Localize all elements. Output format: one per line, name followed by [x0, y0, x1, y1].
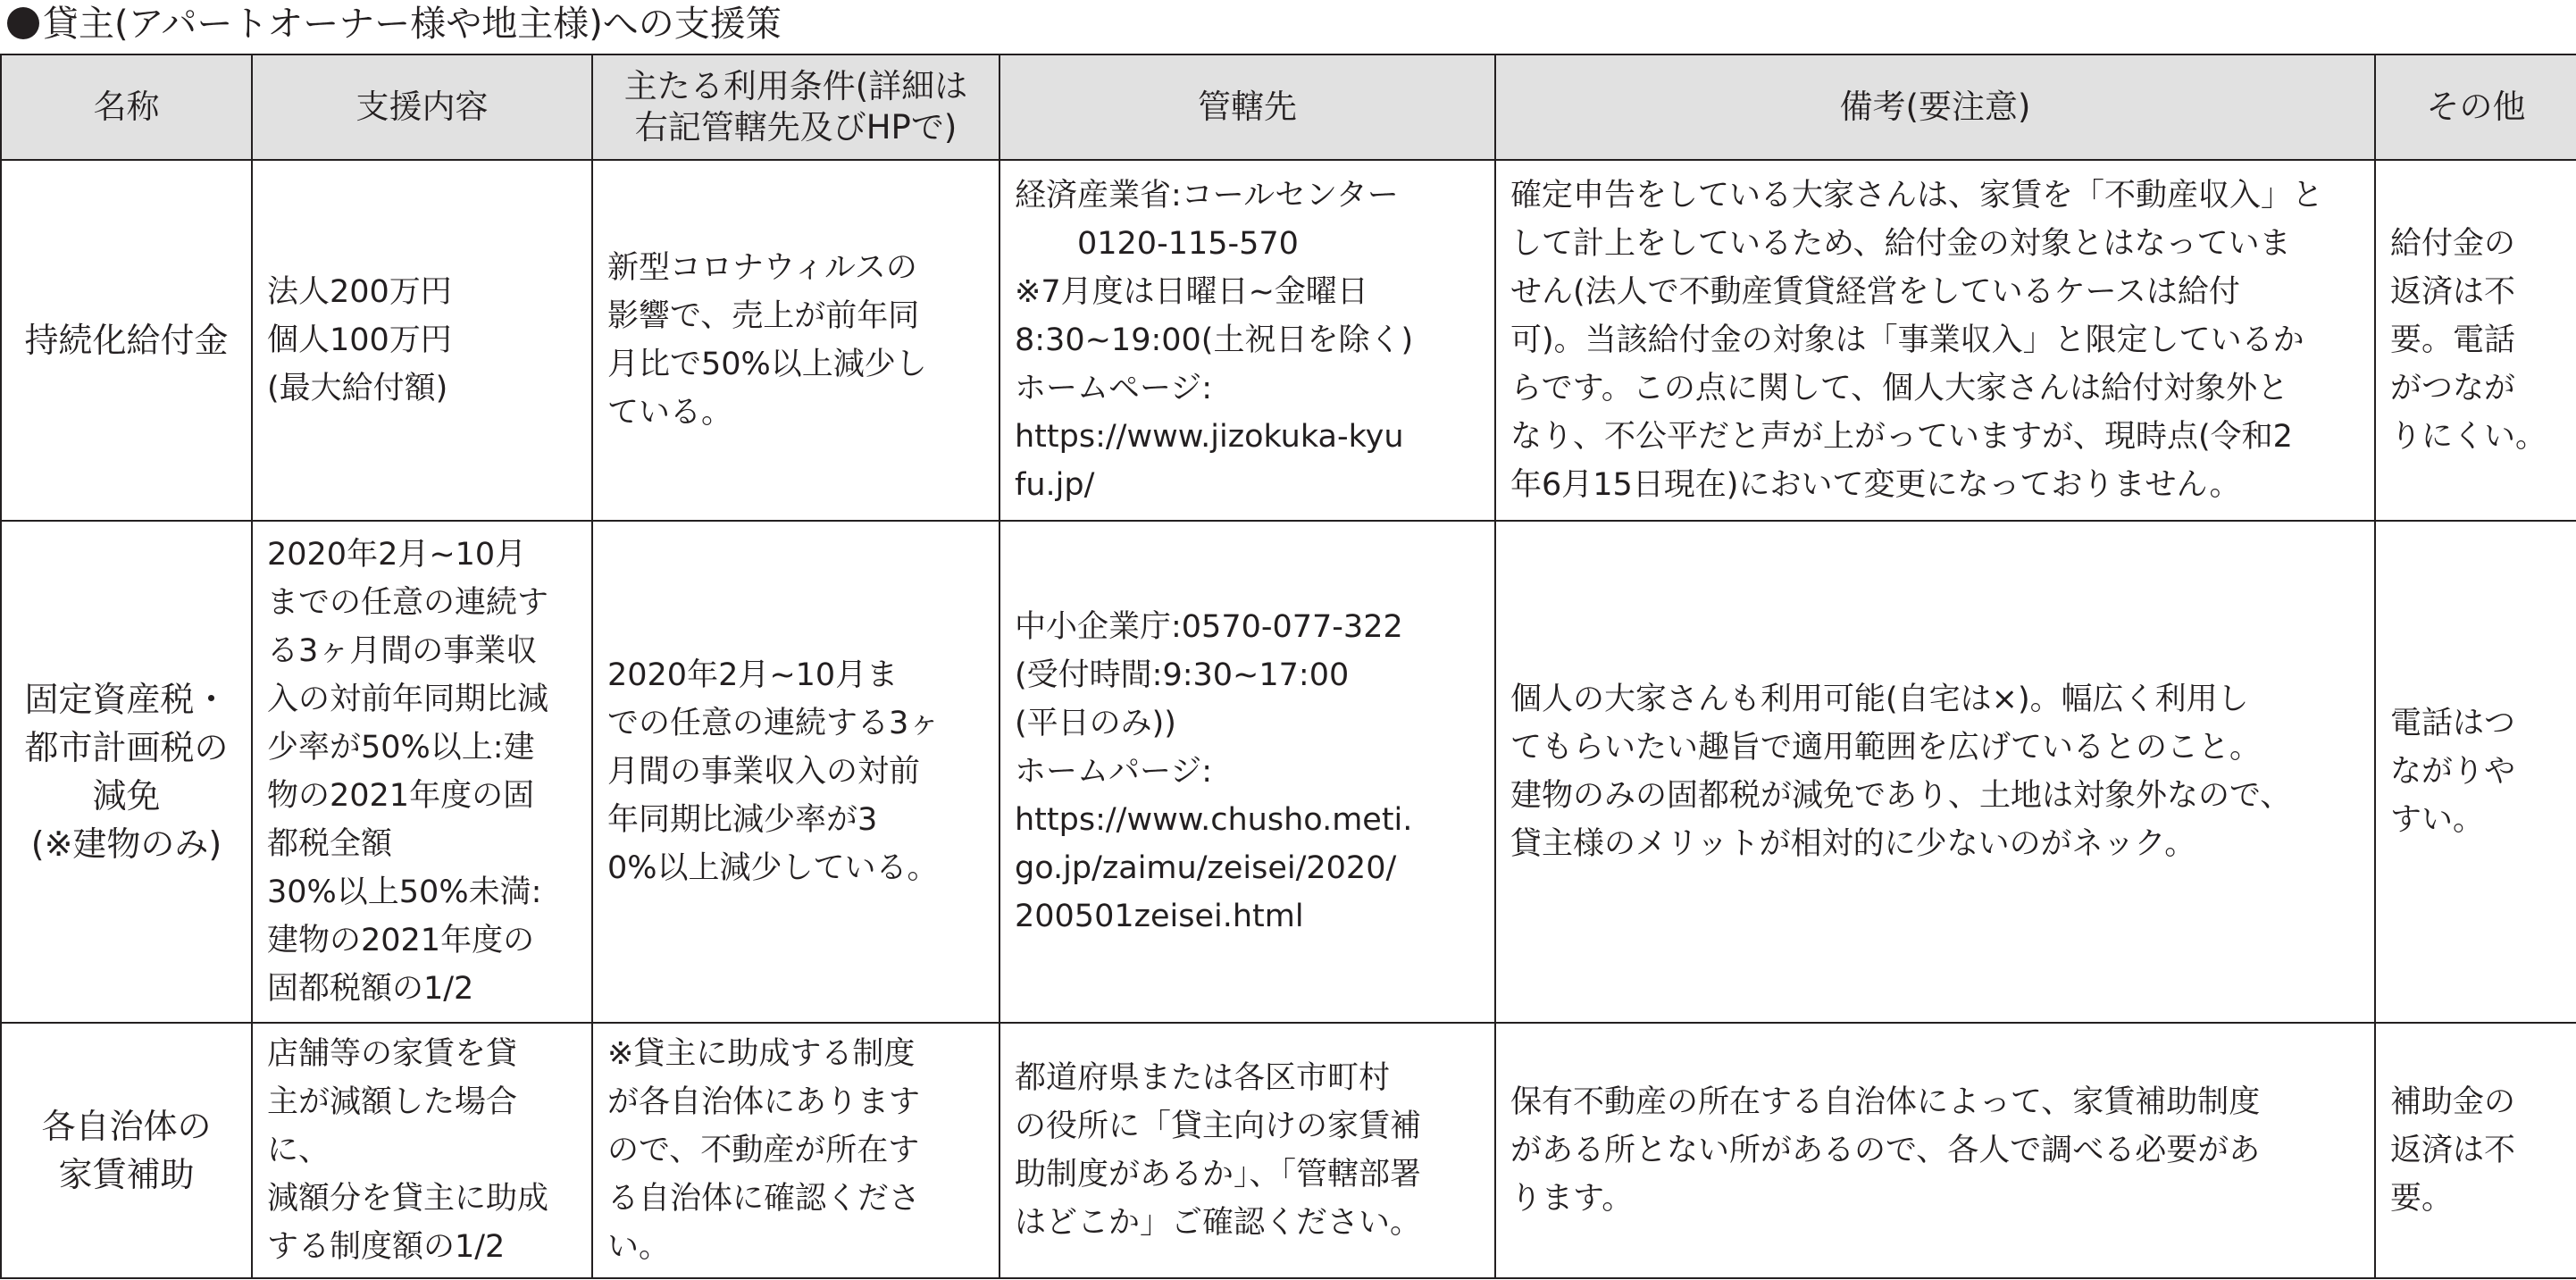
header-conditions: 主たる利用条件(詳細は 右記管轄先及びHPで) — [592, 54, 999, 160]
row-content-cell: 店舗等の家賃を貸 主が減額した場合に、 減額分を貸主に助成 する制度額の1/2 — [252, 1023, 592, 1278]
page-title — [7, 0, 782, 52]
row-conditions-cell: 2020年2月~10月ま での任意の連続する3ヶ 月間の事業収入の対前 年同期比減少率が3 0%以上減少している。 — [592, 521, 999, 1023]
header-content: 支援内容 — [252, 54, 592, 160]
table-row — [1, 160, 2576, 521]
support-measures-table — [0, 54, 2576, 1279]
row-name-cell: 各自治体の 家賃補助 — [1, 1023, 252, 1278]
row-remarks-cell: 個人の大家さんも利用可能(自宅は×)。幅広く利用し てもらいたい趣旨で適用範囲を広げているとのこと。 建物のみの固都税が減免であり、土地は対象外なので、 貸主様のメリットが相対的に少ないのがネック。 — [1495, 521, 2375, 1023]
row-office-cell: 経済産業省:コールセンター 0120-115-570 ※7月度は日曜日~金曜日 8:30~19:00(土祝日を除く) ホームページ: https://www.jizokuka-kyu fu.jp/ — [999, 160, 1495, 521]
row-office-cell: 中小企業庁:0570-077-322 (受付時間:9:30~17:00 (平日のみ)) ホームパージ: https://www.chusho.meti. go.jp/zaimu/zeisei/2020/ 200501zeisei.html — [999, 521, 1495, 1023]
row-content-cell: 2020年2月~10月 までの任意の連続す る3ヶ月間の事業収 入の対前年同期比減 少率が50%以上:建 物の2021年度の固 都税全額 30%以上50%未満: 建物の2021年度の 固都税額の1/2 — [252, 521, 592, 1023]
header-remarks: 備考(要注意) — [1495, 54, 2375, 160]
row-remarks-cell: 確定申告をしている大家さんは、家賃を「不動産収入」と して計上をしているため、給付金の対象とはなっていま せん(法人で不動産賃貸経営をしているケースは給付 可)。当該給付金の対象は「事業収入」と限定しているか らです。この点に関して、個人大家さんは給付対象外と なり、不公平だと声が上がっていますが、現時点(令和2 年6月15日現在)において変更になっておりません。 — [1495, 160, 2375, 521]
bullet-icon — [7, 7, 39, 39]
table-header-row — [1, 54, 2576, 160]
row-content-cell: 法人200万円 個人100万円 (最大給付額) — [252, 160, 592, 521]
row-remarks-cell: 保有不動産の所在する自治体によって、家賃補助制度 がある所とない所があるので、各人で調べる必要があ ります。 — [1495, 1023, 2375, 1278]
row-conditions-cell: 新型コロナウィルスの 影響で、売上が前年同 月比で50%以上減少し ている。 — [592, 160, 999, 521]
header-other: その他 — [2375, 54, 2576, 160]
header-office: 管轄先 — [999, 54, 1495, 160]
table-row — [1, 521, 2576, 1023]
row-name-cell: 固定資産税・ 都市計画税の 減免 (※建物のみ) — [1, 521, 252, 1023]
row-other-cell: 電話はつ ながりや すい。 — [2375, 521, 2576, 1023]
row-office-cell: 都道府県または各区市町村 の役所に「貸主向けの家賃補 助制度があるか」、「管轄部署 はどこか」ご確認ください。 — [999, 1023, 1495, 1278]
row-conditions-cell: ※貸主に助成する制度 が各自治体にあります ので、不動産が所在す る自治体に確認くださ い。 — [592, 1023, 999, 1278]
row-other-cell: 補助金の 返済は不 要。 — [2375, 1023, 2576, 1278]
page-title-text: 貸主(アパートオーナー様や地主様)への支援策 — [43, 4, 782, 45]
row-name-cell: 持続化給付金 — [1, 160, 252, 521]
table-row — [1, 1023, 2576, 1278]
row-other-cell: 給付金の 返済は不 要。電話 がつなが りにくい。 — [2375, 160, 2576, 521]
header-name: 名称 — [1, 54, 252, 160]
